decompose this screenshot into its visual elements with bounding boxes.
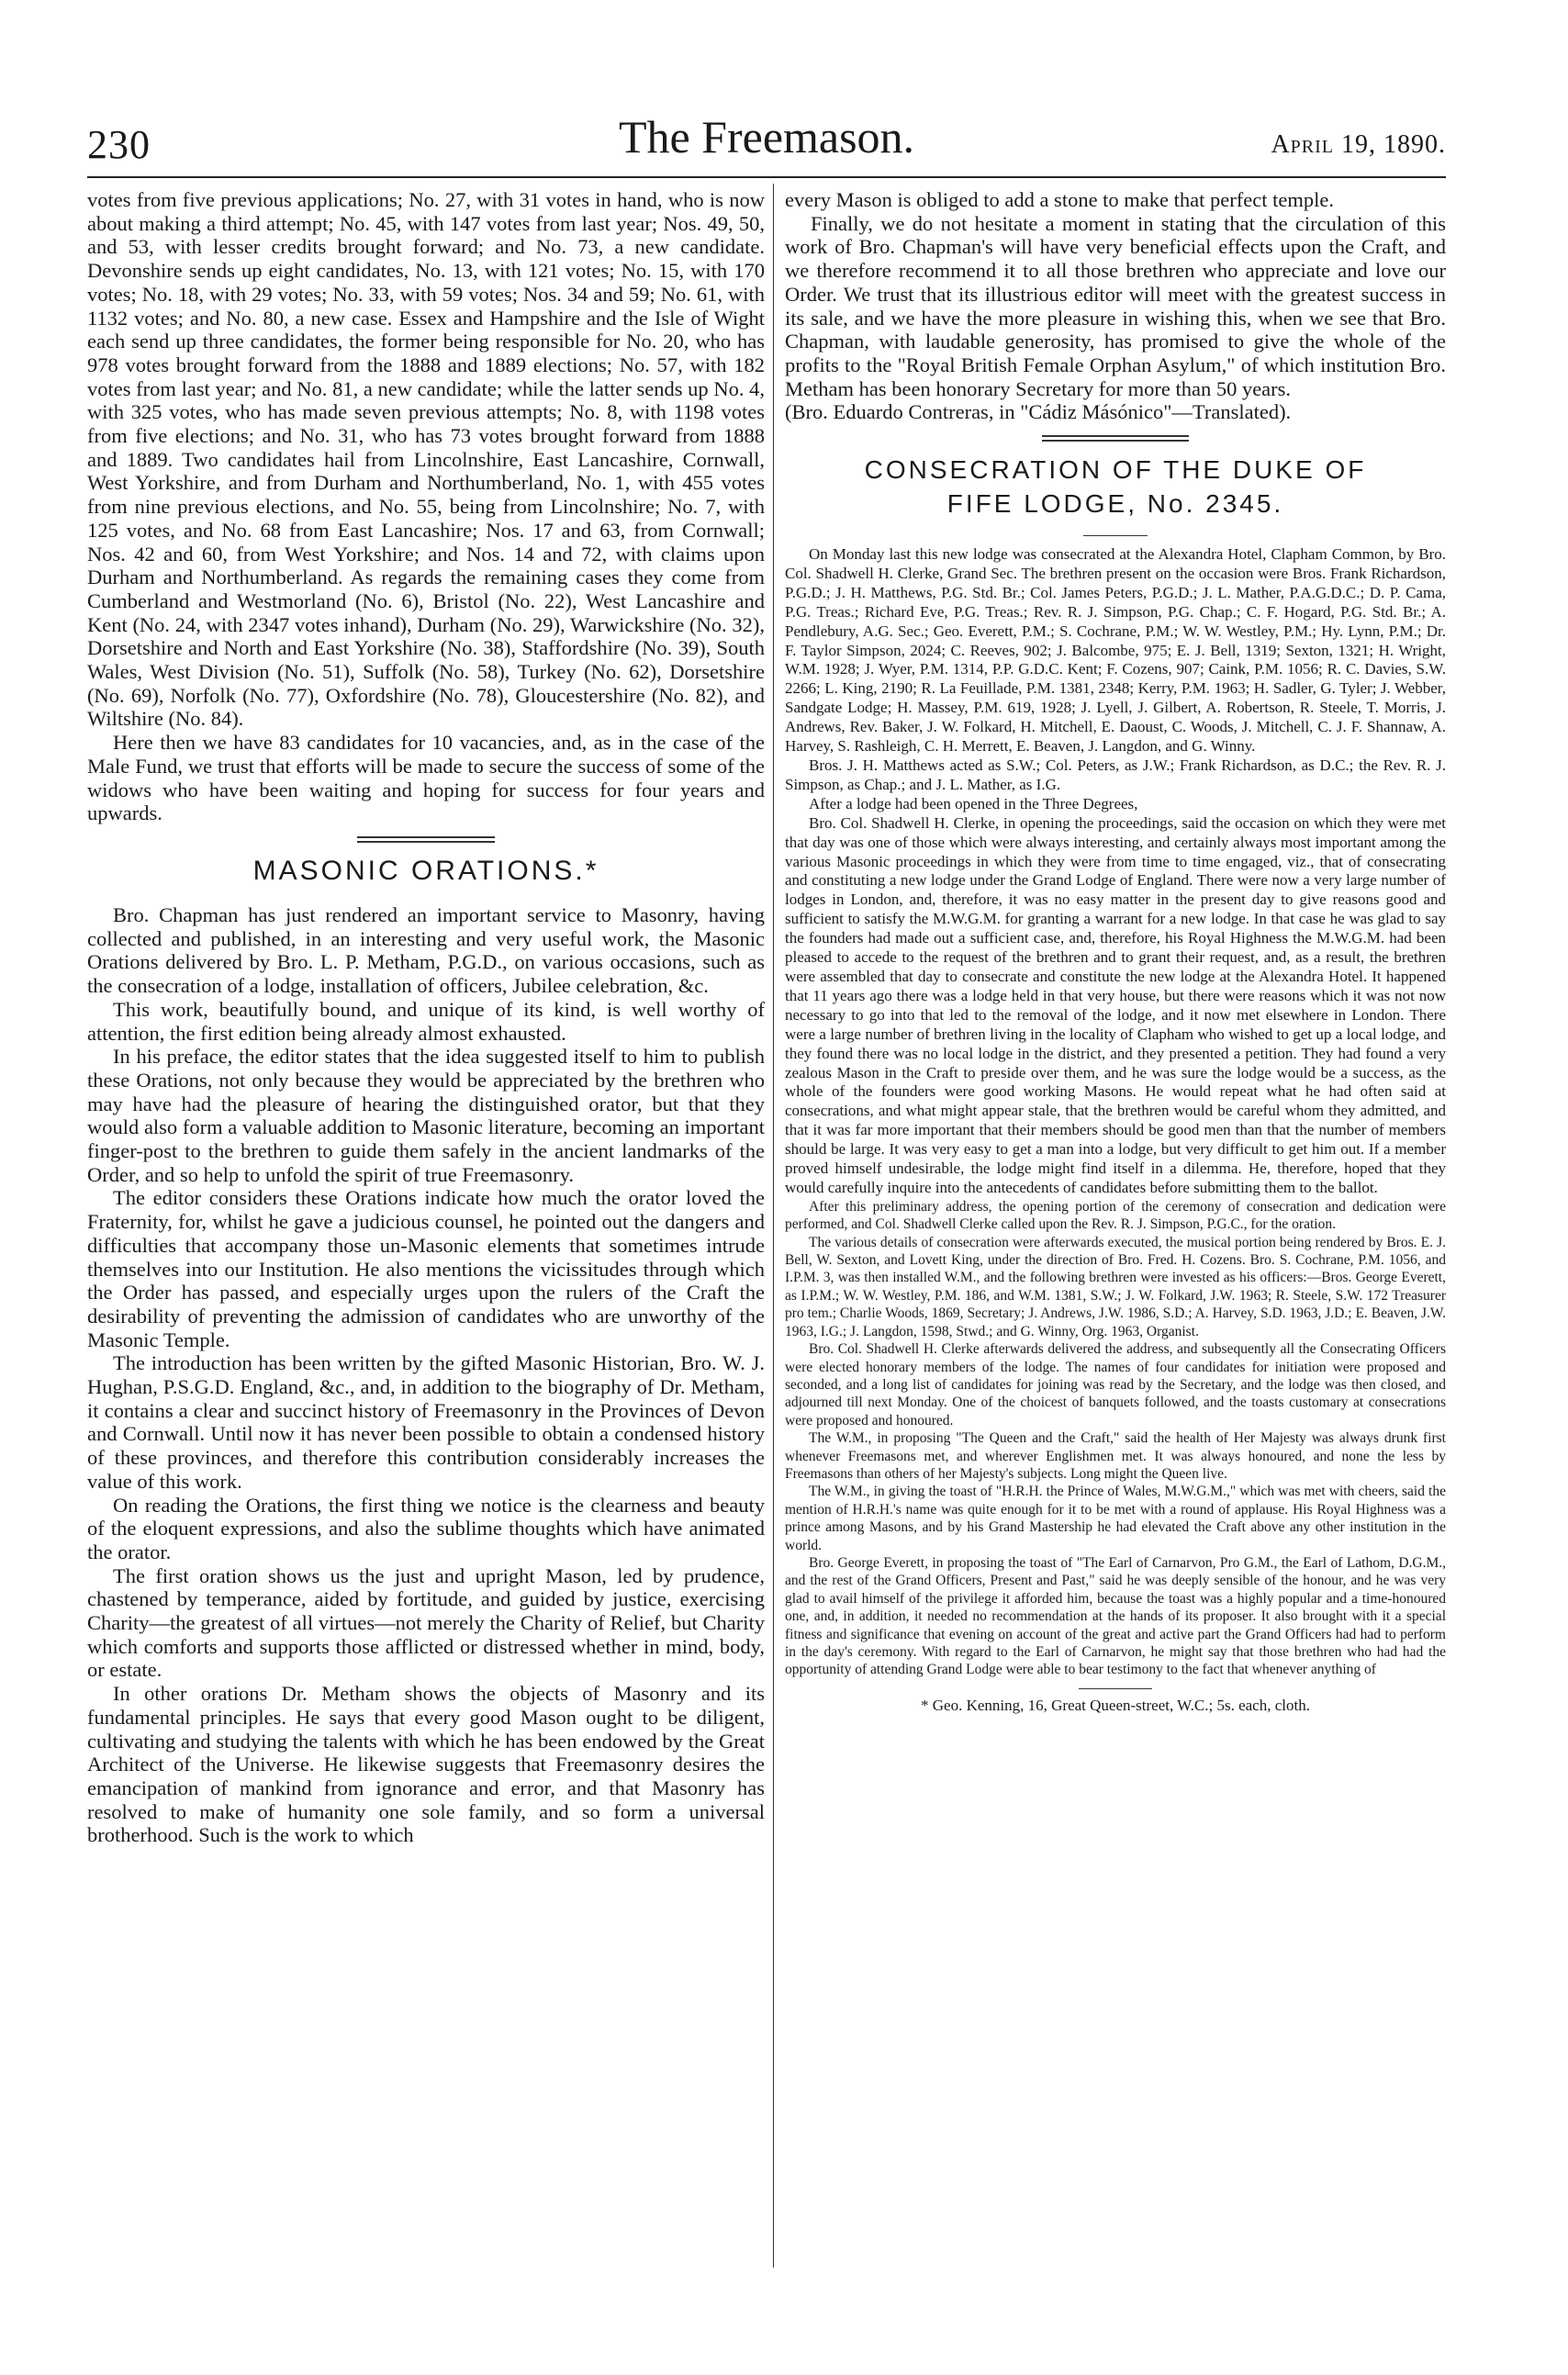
- article-paragraph: The first oration shows us the just and upright Mason, led by prudence, chastened by temperance, aided by fortitude, and guided by justice, exercising Charity—the greatest of all virtues—not merely the Charity of Relief, but Charity which comforts and supports those afflicted or distressed whether in mind, body, or estate.: [87, 1563, 765, 1682]
- footnote: * Geo. Kenning, 16, Great Queen-street, W.C.; 5s. each, cloth.: [921, 1696, 1310, 1714]
- footnote-rule: [1079, 1688, 1152, 1689]
- article-paragraph: every Mason is obliged to add a stone to make that perfect temple.: [785, 188, 1334, 211]
- article-paragraph: After this preliminary address, the opening portion of the ceremony of consecration and dedication were performed, and Col. Shadwell Clerke called upon the Rev. R. J. Simpson, P.G.C., for the oration.: [785, 1198, 1446, 1233]
- article-paragraph: Bro. Col. Shadwell H. Clerke afterwards delivered the address, and subsequently all the Consecrating Officers were elected honorary members of the lodge. The names of four candidates for initiation were proposed and seconded, and a long list of candidates for joining was read by the Secretary, and the lodge was then closed, and adjourned till next Monday. One of the choicest of banquets followed, and the toasts customary at consecrations were proposed and honoured.: [785, 1341, 1446, 1428]
- heading-line: CONSECRATION OF THE DUKE OF: [864, 455, 1367, 485]
- masthead: [87, 110, 1446, 178]
- issue-date: April 19, 1890.: [1271, 130, 1446, 159]
- article-paragraph: On reading the Orations, the first thing we notice is the clearness and beauty of the eloquent expressions, and also the sublime thoughts which have animated the orator.: [87, 1493, 765, 1563]
- article-paragraph: The W.M., in proposing "The Queen and the Craft," said the health of Her Majesty was always drunk first whenever Freemasons met, and wherever Englishmen met. It was always honoured, and none the less by Freemasons than others of her Majesty's subjects. Long might the Queen live.: [785, 1430, 1446, 1482]
- right-column: [785, 188, 1446, 1715]
- section-heading-consecration: [785, 453, 1446, 521]
- publication-title: The Freemason.: [618, 111, 915, 162]
- article-paragraph: The various details of consecration were afterwards executed, the musical portion being rendered by Bros. E. J. Bell, W. Sexton, and Lovett King, under the direction of Bro. Fred. H. Cozens. Bro. S. Cochrane, P.M. 1056, and I.P.M. 3, was then installed W.M., and the following brethren were invested as his officers:—Bros. George Everett, as I.P.M.; W. W. Westley, P.M. 186, and W.M. 1381, S.W.; J. W. Folkard, J.W. 1963; R. Steele, S.W. 172 Treasurer pro tem.; Charlie Woods, 1869, Secretary; J. Andrews, J.W. 1986, S.D.; A. Harvey, S.D. 1963, J.D.; E. Beaven, J.W. 1963, I.G.; J. Langdon, 1598, Stwd.; and G. Winny, Org. 1963, Organist.: [785, 1234, 1446, 1339]
- article-paragraph: Here then we have 83 candidates for 10 vacancies, and, as in the case of the Male Fund, we trust that efforts will be made to secure the success of some of the widows who have been waiting and hoping for success for four years and upwards.: [87, 731, 765, 825]
- article-paragraph: Bros. J. H. Matthews acted as S.W.; Col. Peters, as J.W.; Frank Richardson, as D.C.; the Rev. R. J. Simpson, as Chap.; and J. L. Mather, as I.G.: [785, 756, 1446, 793]
- article-paragraph: On Monday last this new lodge was consecrated at the Alexandra Hotel, Clapham Common, by Bro. Col. Shadwell H. Clerke, Grand Sec. The brethren present on the occasion were Bros. Frank Richardson, P.G.D.; J. H. Matthews, P.G. Std. Br.; Col. James Peters, P.G.D.; J. L. Mather, P.A.G.D.C.; D. P. Cama, P.G. Treas.; Richard Eve, P.G. Treas.; Rev. R. J. Simpson, P.G. Chap.; C. F. Hogard, P.G. Std. Br.; A. Pendlebury, A.G. Sec.; Geo. Everett, P.M.; S. Cochrane, P.M.; W. W. Westley, P.M.; Hy. Lynn, P.M.; Dr. F. Taylor Simpson, 2024; C. Reeves, 902; J. Balcombe, 975; E. J. Bell, 1319; Sexton, 1321; H. Wright, W.M. 1928; J. Wyer, P.M. 1314, P.P. G.D.C. Kent; F. Cozens, 907; Caink, P.M. 1056; R. C. Davies, S.W. 2266; L. King, 2190; R. La Feuillade, P.M. 1381, 2348; Kerry, P.M. 1963; H. Sadler, G. Tyler; J. Webber, Sandgate Lodge; H. Massey, P.M. 619, 1928; J. Lyell, J. Gilbert, A. Robertson, R. Steele, T. Morris, J. Andrews, Rev. Baker, J. W. Folkard, H. Mitchell, E. Daoust, C. Woods, J. Mitchell, C. J. F. Shannaw, A. Harvey, S. Rashleigh, C. H. Merrett, E. Beaven, J. Langdon, and G. Winny.: [785, 545, 1446, 756]
- article-paragraph: After a lodge had been opened in the Three Degrees,: [809, 794, 1138, 812]
- article-paragraph: This work, beautifully bound, and unique of its kind, is well worthy of attention, the first edition being already almost exhausted.: [87, 997, 765, 1045]
- article-paragraph: Bro. Col. Shadwell H. Clerke, in opening the proceedings, said the occasion on which they were met that day was one of those which were always interesting, and certainly always most important among the various Masonic proceedings in which they were from time to time engaged, viz., that of consecrating and constituting a new lodge under the Grand Lodge of England. There were now a very large number of lodges in London, and, therefore, it was no easy matter in the present day to give reasons good and sufficient to satisfy the M.W.G.M. for granting a warrant for a new lodge. In that case he was glad to say the founders had made out a sufficient case, and, therefore, his Royal Highness the M.W.G.M. had been pleased to accede to the request of the brethren and to grant their request, and, as a result, the brethren were assembled that day to consecrate and constitute the new lodge at the Alexandra Hotel. It happened that 11 years ago there was a lodge held in that very house, but there were reasons which it was not now necessary to go into that led to the removal of the lodge, and it now met elsewhere in London. There were a large number of brethren living in the locality of Clapham who wished to get up a local lodge, and they found there was no local lodge in the district, and they presented a petition. They had found a very zealous Mason in the Craft to preside over them, and he was sure the lodge would be a success, as the whole of the founders were good working Masons. He would repeat what he had often said at consecrations, and what might appear stale, that the brethren would be careful whom they admitted, and that it was far more important that their members should be good men than that the number of members should be large. It was very easy to get a man into a lodge, but very difficult to get him out. If a member proved himself undesirable, the lodge might find itself in a dilemma. He, therefore, hoped that they would carefully inquire into the antecedents of candidates before submitting them to the ballot.: [785, 813, 1446, 1196]
- article-paragraph: Bro. George Everett, in proposing the toast of "The Earl of Carnarvon, Pro G.M., the Earl of Lathom, D.G.M., and the rest of the Grand Officers, Present and Past," said he was deeply sensible of the honour, and he was very glad to avail himself of the privilege it afforded him, because the toast was a highly popular and a time-honoured one, and, in addition, it needed no recommendation at the hands of its proposer. It also brought with it a special fitness and significance that evening on account of the great and active part the Grand Officers had had to perform in the day's ceremony. With regard to the Earl of Carnarvon, he might say that those brethren who had had the opportunity of attending Grand Lodge were able to bear testimony to the fact that whenever anything of: [785, 1554, 1446, 1678]
- section-separator: [87, 825, 765, 843]
- article-paragraph: The introduction has been written by the gifted Masonic Historian, Bro. W. J. Hughan, P.S.G.D. England, &c., and, in addition to the biography of Dr. Metham, it contains a clear and succinct history of Freemasonry in the Provinces of Devon and Cornwall. Until now it has never been possible to obtain a condensed history of these provinces, and therefore this contribution considerably increases the value of this work.: [87, 1351, 765, 1493]
- column-divider: [773, 184, 774, 2268]
- article-attribution: (Bro. Eduardo Contreras, in "Cádiz Másónico"—Translated).: [785, 400, 1292, 424]
- article-paragraph: In other orations Dr. Metham shows the objects of Masonry and its fundamental principles. He says that every good Mason ought to be diligent, cultivating and studying the talents with which he has been endowed by the Great Architect of the Universe. He likewise suggests that Freemasonry desires the emancipation of mankind from ignorance and error, and that Masonry has resolved to make of humanity one sole family, and so form a universal brotherhood. Such is the work to which: [87, 1682, 765, 1847]
- article-paragraph: The W.M., in giving the toast of "H.R.H. the Prince of Wales, M.W.G.M.," which was met with cheers, said the mention of H.R.H.'s name was quite enough for it to be met with a round of applause. His Royal Highness was a prince among Masons, and by his Grand Mastership he had elevated the Craft above any other institution in the world.: [785, 1484, 1446, 1553]
- section-heading-masonic-orations: MASONIC ORATIONS.*: [252, 855, 599, 886]
- article-paragraph: votes from five previous applications; No. 27, with 31 votes in hand, who is now about making a third attempt; No. 45, with 147 votes from last year; Nos. 49, 50, and 53, with lesser credits brought forward; and No. 73, a new candidate. Devonshire sends up eight candidates, No. 13, with 121 votes; No. 15, with 170 votes; No. 18, with 29 votes; No. 33, with 59 votes; Nos. 34 and 59; No. 61, with 1132 votes; and No. 80, a new case. Essex and Hampshire and the Isle of Wight each send up three candidates, the former being responsible for No. 20, who has 978 votes brought forward from the 1888 and 1889 elections; No. 57, with 182 votes from last year; and No. 81, a new candidate; while the latter sends up No. 4, with 325 votes, who has made seven previous attempts; No. 8, with 1198 votes from five elections; and No. 31, who has 73 votes brought forward from 1888 and 1889. Two candidates hail from Lincolnshire, East Lancashire, Cornwall, West Yorkshire, and from Durham and Northumberland, No. 1, with 455 votes from nine previous elections, and No. 55, being from Lincolnshire; No. 7, with 125 votes, and No. 68 from East Lancashire; Nos. 17 and 63, from Cornwall; Nos. 42 and 60, from West Yorkshire; and Nos. 14 and 72, with claims upon Durham and Northumberland. As regards the remaining cases they come from Cumberland and Westmorland (No. 6), Bristol (No. 22), West Lancashire and Kent (No. 24, with 2347 votes inhand), Durham (No. 29), Warwickshire (No. 32), Dorsetshire and North and East Yorkshire (No. 38), Staffordshire (No. 39), South Wales, West Division (No. 51), Suffolk (No. 58), Turkey (No. 62), Dorsetshire (No. 69), Norfolk (No. 77), Oxfordshire (No. 78), Gloucestershire (No. 82), and Wiltshire (No. 84).: [87, 188, 765, 731]
- article-paragraph: Bro. Chapman has just rendered an important service to Masonry, having collected and published, in an interesting and very useful work, the Masonic Orations delivered by Bro. L. P. Metham, P.G.D., on various occasions, such as the consecration of a lodge, installation of officers, Jubilee celebration, &c.: [87, 902, 765, 998]
- short-rule: [1083, 535, 1148, 536]
- page-number: 230: [87, 122, 151, 167]
- section-separator: [785, 424, 1446, 442]
- article-paragraph: Finally, we do not hesitate a moment in stating that the circulation of this work of Bro. Chapman's will have very beneficial effects upon the Craft, and we therefore recommend it to all those brethren who appreciate and love our Order. We trust that its illustrious editor will meet with the greatest success in its sale, and we have the more pleasure in wishing this, when we see that Bro. Chapman, with laudable generosity, has promised to give the whole of the profits to the "Royal British Female Orphan Asylum," of which institution Bro. Metham has been honorary Secretary for more than 50 years.: [785, 211, 1446, 400]
- left-column: [87, 188, 765, 1847]
- article-paragraph: In his preface, the editor states that the idea suggested itself to him to publish these Orations, not only because they would be appreciated by the brethren who may have had the pleasure of hearing the distinguished orator, but that they would also form a valuable addition to Masonic literature, becoming an important finger-post to the brethren to guide them safely in the ancient landmarks of the Order, and so help to unfold the spirit of true Freemasonry.: [87, 1045, 765, 1186]
- article-paragraph: The editor considers these Orations indicate how much the orator loved the Fraternity, for, whilst he gave a judicious counsel, he pointed out the dangers and difficulties that accompany those un-Masonic elements that sometimes intrude themselves into our Institution. He also mentions the vicissitudes through which the Order has passed, and especially urges upon the rulers of the Craft the desirability of preventing the admission of candidates who are unworthy of the Masonic Temple.: [87, 1186, 765, 1351]
- heading-line: FIFE LODGE, No. 2345.: [946, 489, 1284, 519]
